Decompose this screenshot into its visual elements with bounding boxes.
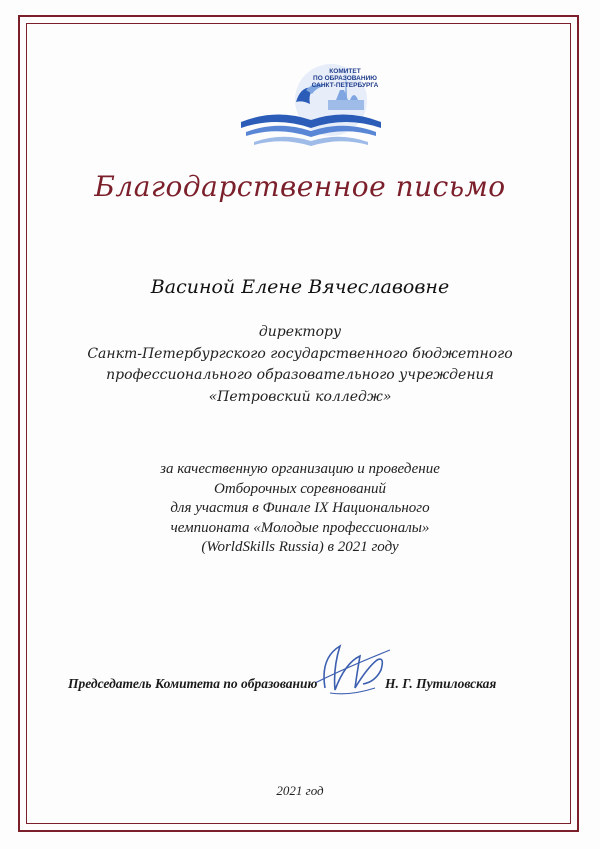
reason-line: Отборочных соревнований: [213, 480, 387, 497]
position-line: директору: [258, 324, 342, 340]
document-year: 2021 год: [276, 783, 324, 798]
gratitude-reason: [0, 460, 600, 558]
signatory-name: Н. Г. Путиловская: [385, 676, 497, 691]
signatory-position: Председатель Комитета по образованию: [68, 676, 318, 691]
reason-line: (WorldSkills Russia) в 2021 году: [201, 539, 399, 555]
committee-name: КОМИТЕТ ПО ОБРАЗОВАНИЮ САНКТ-ПЕТЕРБУРГА: [311, 68, 379, 89]
signature-block: [68, 674, 548, 704]
position-line: «Петровский колледж»: [208, 388, 392, 405]
recipient-name: Васиной Елене Вячеславовне: [150, 276, 450, 298]
reason-line: чемпионата «Молодые профессионалы»: [170, 519, 430, 536]
position-line: Санкт-Петербургского государственного бюджетного: [87, 345, 513, 362]
position-line: профессионального образовательного учреждения: [106, 367, 494, 383]
reason-line: для участия в Финале IX Национального: [170, 500, 430, 516]
recipient-position: [0, 322, 600, 408]
reason-line: за качественную организацию и проведение: [160, 461, 440, 477]
document-title: Благодарственное письмо: [94, 170, 506, 203]
